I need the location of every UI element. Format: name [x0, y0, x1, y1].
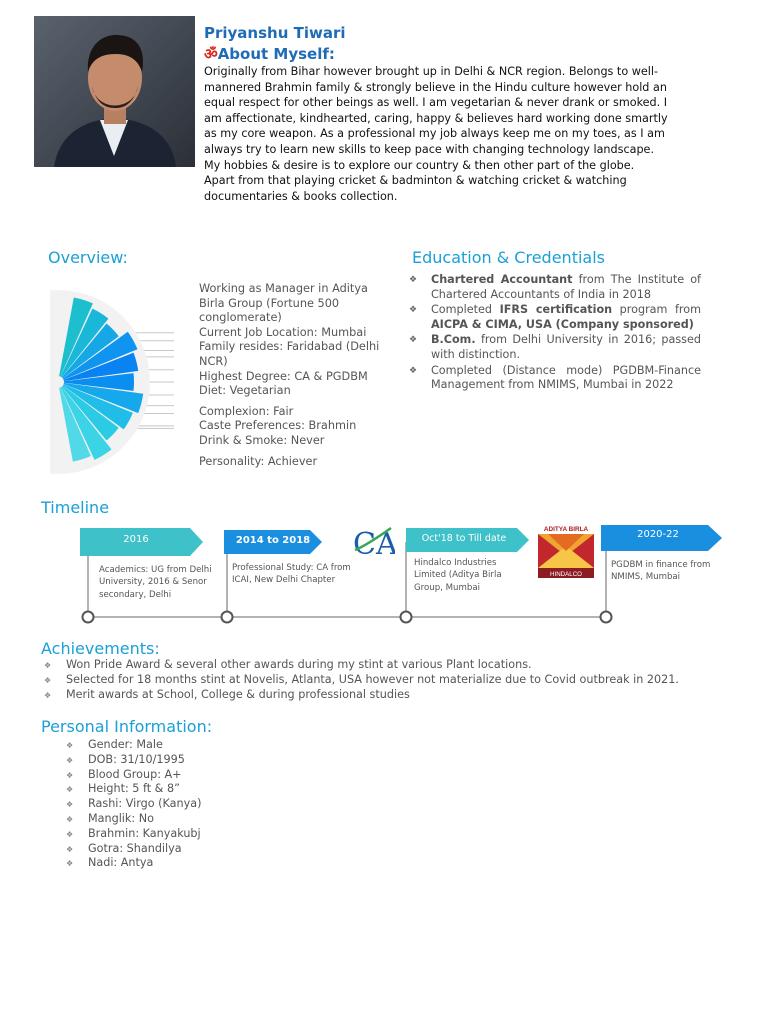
achievements-heading: Achievements:	[41, 639, 160, 658]
timeline-label: 2014 to 2018	[235, 535, 311, 546]
personal-item: ❖ DOB: 31/10/1995	[64, 753, 364, 768]
personal-item: ❖ Nadi: Antya	[64, 856, 364, 871]
education-item-text: from The Institute of Chartered Accountants of India in 2018	[431, 273, 701, 301]
education-item-text: program from	[612, 303, 701, 317]
timeline-node	[401, 612, 412, 623]
education-item-bold: AICPA & CIMA, USA (Company sponsored)	[431, 317, 694, 331]
personal-list	[64, 738, 364, 871]
overview-heading: Overview:	[48, 248, 128, 267]
overview-item: Drink & Smoke: Never	[199, 433, 325, 447]
education-item	[409, 364, 701, 393]
about-paragraph: Originally from Bihar however brought up in Delhi & NCR region. Belongs to well-mannered Brahmin family & strongly believe in the Hindu culture however hold an equal respect for other beings as well. I am vegetarian & never drank or smoked. I am affectionate, kindhearted, caring, happy & believes hard working done smartly as my core weapon. As a professional my job always keep me on my toes, as I am always try to learn new skills to keep pace with changing technology landscape.	[204, 65, 668, 156]
timeline-heading: Timeline	[41, 498, 110, 517]
personal-item: ❖ Rashi: Virgo (Kanya)	[64, 797, 364, 812]
overview-item: Personality: Achiever	[199, 454, 318, 468]
overview-item: Family resides: Faridabad (Delhi NCR)	[199, 340, 380, 368]
timeline-label: Oct'18 to Till date	[421, 533, 507, 544]
personal-heading: Personal Information:	[41, 717, 213, 736]
education-heading: Education & Credentials	[412, 248, 605, 267]
timeline-node	[222, 612, 233, 623]
timeline-node	[83, 612, 94, 623]
education-item-bold: IFRS certification	[499, 303, 613, 317]
timeline-text: Hindalco Industries Limited (Aditya Birla Group, Mumbai	[414, 558, 502, 593]
timeline-label: 2016	[123, 534, 149, 545]
overview-fan-graphic	[50, 282, 178, 478]
about-text	[204, 64, 678, 204]
overview-item: Working as Manager in Aditya Birla Group (Fortune 500 conglomerate)	[199, 282, 368, 325]
about-title: About Myself:	[217, 45, 335, 63]
education-item-text: Completed (Distance mode) PGDBM-Finance Management from NMIMS, Mumbai in 2022	[431, 363, 701, 392]
ab-logo-text: ADITYA BIRLA	[543, 526, 589, 533]
overview-list	[199, 282, 389, 469]
education-item-text: Completed	[431, 303, 500, 317]
personal-item: ❖ Manglik: No	[64, 812, 364, 827]
education-list	[409, 273, 701, 394]
achievements-list	[42, 658, 742, 702]
ca-logo	[351, 524, 395, 560]
achievement-item: ❖ Won Pride Award & several other awards during my stint at various Plant locations.	[42, 658, 742, 673]
personal-item: ❖ Blood Group: A+	[64, 768, 364, 783]
education-item-text: from Delhi University in 2016; passed with distinction.	[431, 333, 701, 361]
overview-item: Diet: Vegetarian	[199, 384, 291, 398]
om-symbol: ॐ	[204, 45, 218, 63]
timeline-label: 2020-22	[637, 529, 679, 540]
overview-item: Highest Degree: CA & PGDBM	[199, 369, 368, 383]
about-heading	[204, 44, 335, 64]
overview-item: Current Job Location: Mumbai	[199, 325, 367, 339]
education-item-bold: Chartered Accountant	[431, 273, 573, 286]
achievement-item: ❖ Selected for 18 months stint at Novelis, Atlanta, USA however not materialize due to Covid outbreak in 2021.	[42, 673, 742, 688]
timeline-text: PGDBM in finance from NMIMS, Mumbai	[611, 560, 711, 583]
ab-logo-text: HINDALCO	[550, 571, 582, 578]
education-item	[409, 273, 701, 302]
personal-item: ❖ Gender: Male	[64, 738, 364, 753]
overview-item: Caste Preferences: Brahmin	[199, 419, 357, 433]
achievement-item: ❖ Merit awards at School, College & during professional studies	[42, 688, 742, 703]
candidate-name: Priyanshu Tiwari	[204, 24, 346, 42]
education-item	[409, 303, 701, 332]
about-paragraph: Apart from that playing cricket & badminton & watching cricket & watching documentaries & books collection.	[204, 174, 627, 203]
aditya-birla-logo	[538, 524, 594, 578]
personal-item: ❖ Gotra: Shandilya	[64, 842, 364, 857]
overview-item: Complexion: Fair	[199, 404, 294, 418]
personal-item: ❖ Brahmin: Kanyakubj	[64, 827, 364, 842]
education-item-bold: B.Com.	[431, 333, 476, 347]
personal-item: ❖ Height: 5 ft & 8”	[64, 782, 364, 797]
education-item	[409, 333, 701, 362]
timeline-node	[601, 612, 612, 623]
timeline-text: Professional Study: CA from ICAI, New Delhi Chapter	[232, 563, 351, 586]
about-paragraph: My hobbies & desire is to explore our country & then other part of the globe.	[204, 158, 635, 172]
ca-logo-text: CA	[353, 527, 395, 560]
profile-photo	[34, 16, 195, 167]
timeline-text: Academics: UG from Delhi University, 2016 & Senor secondary, Delhi	[99, 565, 212, 600]
